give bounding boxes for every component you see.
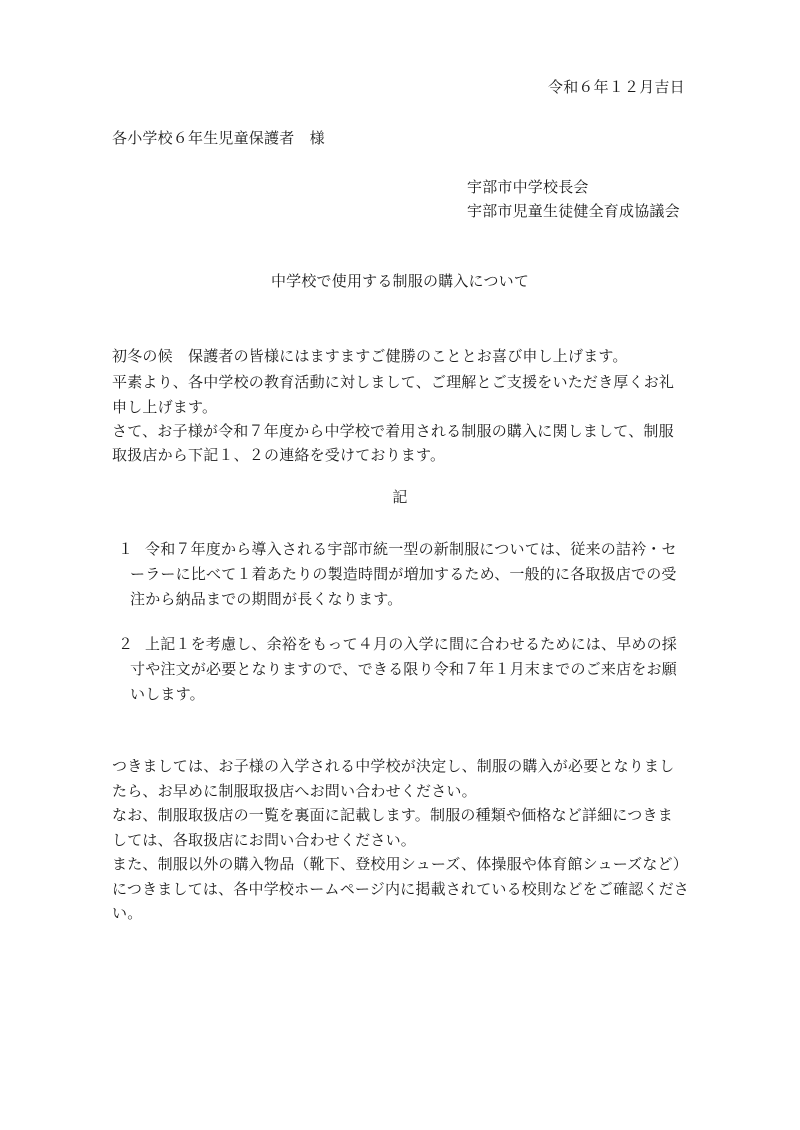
- intro-line: さて、お子様が令和７年度から中学校で着用される制服の購入に関しまして、制服: [112, 422, 674, 440]
- intro-line: 平素より、各中学校の教育活動に対しまして、ご理解とご支援をいただき厚くお礼: [112, 373, 675, 391]
- closing-line: たら、お早めに制服取扱店へお問い合わせください。: [112, 782, 477, 800]
- document-date: 令和６年１２月吉日: [548, 78, 685, 96]
- intro-line: 初冬の候 保護者の皆様にはますますご健勝のこととお喜び申し上げます。: [112, 347, 628, 365]
- intro-line: 申し上げます。: [112, 398, 218, 416]
- addressee: 各小学校６年生児童保護者 様: [112, 129, 325, 147]
- item-line: 上記１を考慮し、余裕をもって４月の入学に間に合わせるためには、早めの採: [145, 635, 678, 653]
- item-number: １: [118, 540, 134, 558]
- item-line: いします。: [130, 685, 205, 703]
- document-title: 中学校で使用する制服の購入について: [270, 272, 530, 290]
- item-line: 令和７年度から導入される宇部市統一型の新制服については、従来の詰衿・セ: [145, 540, 677, 558]
- item-line: 寸や注文が必要となりますので、できる限り令和７年１月末までのご来店をお願: [130, 660, 677, 678]
- closing-line: につきましては、各中学校ホームページ内に掲載されている校則などをご確認くださ: [112, 880, 690, 898]
- sender-2: 宇部市児童生徒健全育成協議会: [467, 202, 680, 220]
- item-number: ２: [118, 635, 134, 653]
- intro-line: 取扱店から下記１、２の連絡を受けております。: [112, 446, 446, 464]
- closing-line: い。: [112, 904, 143, 922]
- closing-line: つきましては、お子様の入学される中学校が決定し、制服の購入が必要となりまし: [112, 757, 675, 775]
- item-line: ーラーに比べて１着あたりの製造時間が増加するため、一般的に各取扱店での受: [130, 565, 677, 583]
- closing-line: しては、各取扱店にお問い合わせください。: [112, 831, 417, 849]
- closing-line: なお、制服取扱店の一覧を裏面に記載します。制服の種類や価格など詳細につきま: [112, 806, 673, 824]
- item-line: 注から納品までの期間が長くなります。: [130, 590, 403, 608]
- sender-1: 宇部市中学校長会: [467, 178, 589, 196]
- ki-heading: 記: [392, 488, 408, 506]
- closing-line: また、制服以外の購入物品（靴下、登校用シューズ、体操服や体育館シューズなど）: [112, 855, 688, 873]
